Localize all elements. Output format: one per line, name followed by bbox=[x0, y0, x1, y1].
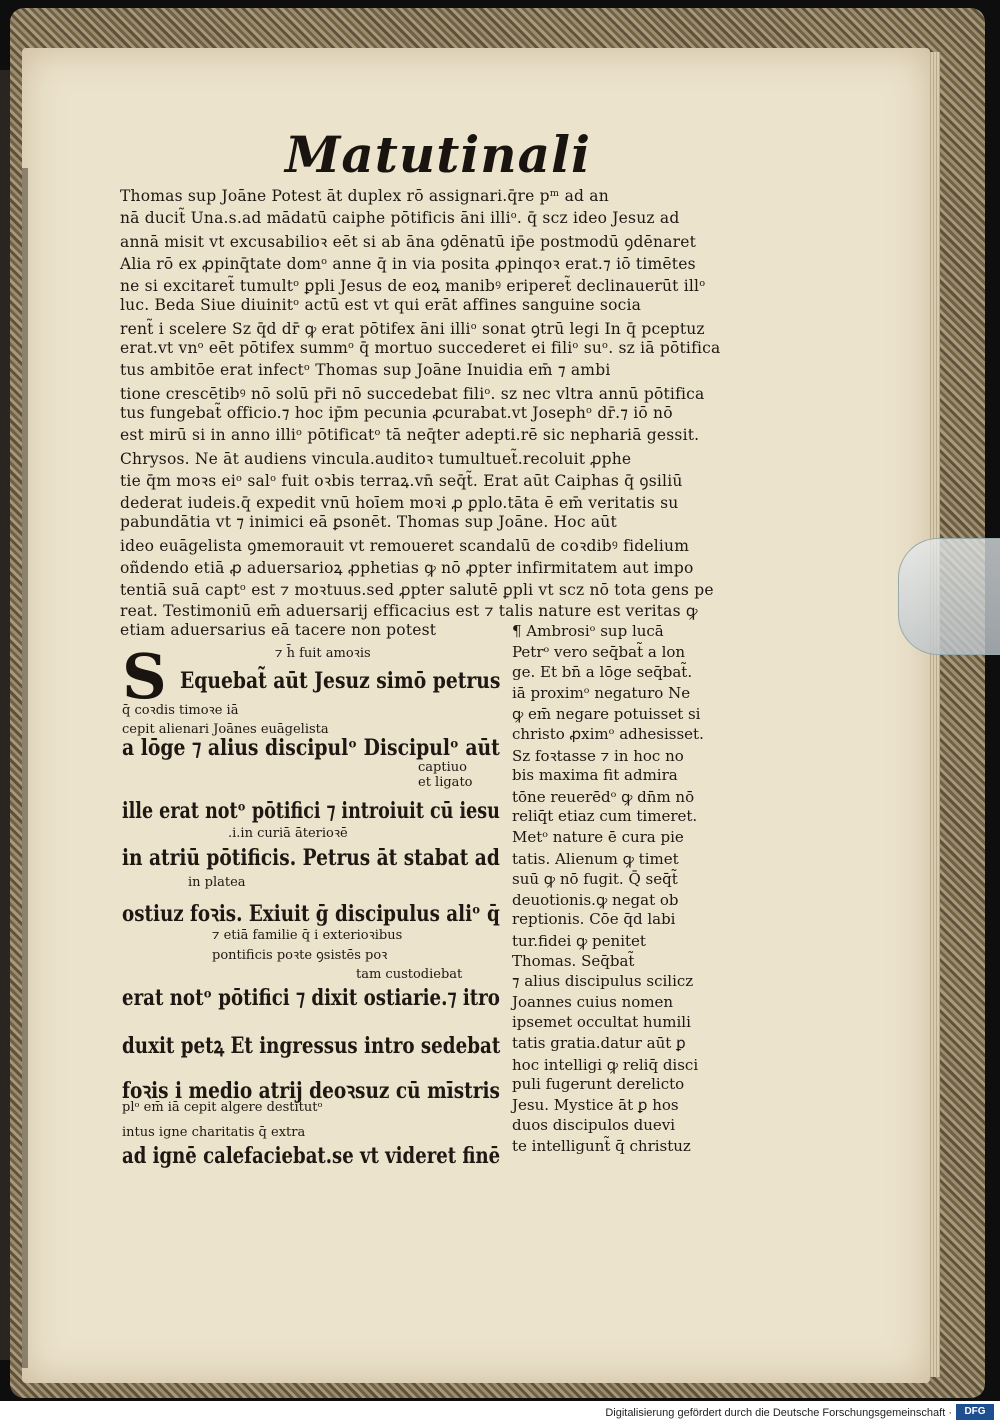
page-title: Matutinali bbox=[285, 125, 592, 184]
text-line: pabundātia vt ⁊ inimici eā ꝑsonēt. Thomas sup Joāne. Hoc aūt bbox=[120, 512, 617, 531]
commentary-line: suū ꝙ nō fugit. Q̄ seq̄t̃ bbox=[512, 870, 678, 889]
gloss-line: pontificis poꝛte ꝯsistēs poꝛ bbox=[212, 948, 388, 963]
commentary-line: hoc intelligi ꝙ reliq̄ disci bbox=[512, 1055, 699, 1074]
gloss-line: captiuo bbox=[418, 760, 467, 775]
main-passage-line: Equebat̃ aūt Jesuz simō petrus bbox=[180, 668, 501, 694]
commentary-line: Joannes cuius nomen bbox=[512, 992, 674, 1011]
gloss-line: in platea bbox=[188, 875, 246, 890]
text-line: tentiā suā captᵒ est ⁊ moꝛtuus.sed ꝓpter salutē ꝑpli vt scz nō tota gens pe bbox=[120, 580, 714, 599]
gloss-line: et ligato bbox=[418, 775, 473, 790]
commentary-line: Thomas. Seq̄bat̃ bbox=[512, 951, 635, 970]
gloss-line: tam custodiebat bbox=[356, 967, 463, 982]
commentary-line: Sz foꝛtasse ⁊ in hoc no bbox=[512, 746, 684, 765]
text-line: tus ambitōe erat infectᵒ Thomas sup Joāne Inuidia em̄ ⁊ ambi bbox=[120, 360, 611, 379]
main-passage-line: ostiuz foꝛis. Exiuit ḡ discipulus aliᵒ q̄ bbox=[122, 901, 500, 927]
commentary-line: ꝙ em̄ negare potuisset si bbox=[512, 705, 701, 724]
commentary-line: Jesu. Mystice āt ꝑ hos bbox=[512, 1095, 679, 1114]
commentary-line: tatis. Alienum ꝙ timet bbox=[512, 849, 679, 868]
text-line: reat. Testimoniū em̄ aduersarij efficacius est ⁊ talis nature est veritas ꝙ bbox=[120, 602, 698, 621]
main-passage-line: foꝛis i medio atrij deoꝛsuz cū mīstris bbox=[122, 1078, 500, 1104]
binding-shadow bbox=[22, 168, 28, 1368]
commentary-line: ipsemet occultat humili bbox=[512, 1013, 691, 1032]
text-line: tus fungebat̃ officio.⁊ hoc ip̄m pecunia ꝓcurabat.vt Josephᵒ dr̄.⁊ iō nō bbox=[120, 404, 673, 422]
main-passage-line: erat notᵒ pōtifici ⁊ dixit ostiarie.⁊ itro bbox=[122, 985, 500, 1011]
commentary-line: tur.fidei ꝙ penitet bbox=[512, 932, 646, 950]
text-line: luc. Beda Siue diuinitᵒ actū est vt qui erāt affines sanguine socia bbox=[120, 295, 642, 314]
gloss-line: intus igne charitatis q̄ extra bbox=[122, 1125, 306, 1140]
text-line: ne si excitaret̃ tumultᵒ ꝑpli Jesus de eoꝝ manibꝰ eriperet̃ declinauerūt illᵒ bbox=[120, 276, 706, 295]
gloss-line: plᵒ em̄ iā cepit algere destitutᵒ bbox=[122, 1100, 323, 1115]
commentary-line: duos discipulos duevi bbox=[512, 1116, 676, 1135]
left-book-edge bbox=[0, 70, 10, 1360]
commentary-line: ⁊ alius discipulus scilicz bbox=[512, 972, 694, 991]
footer-credit: Digitalisierung gefördert durch die Deutsche Forschungsgemeinschaft · bbox=[605, 1407, 952, 1419]
gloss-line: q̄ coꝛdis timoꝛe iā bbox=[122, 703, 239, 718]
commentary-line: deuotionis.ꝙ negat ob bbox=[512, 890, 679, 909]
gloss-line: ⁊ h̄ fuit amoꝛis bbox=[275, 646, 371, 661]
drop-initial: S bbox=[122, 640, 167, 713]
text-line: tie q̄m moꝛs eiᵒ salᵒ fuit oꝛbis terraꝝ.vn̄ seq̄t̃. Erat aūt Caiphas q̄ ꝯsiliū bbox=[120, 472, 683, 491]
gloss-line: ⁊ etiā familie q̄ i exterioꝛibus bbox=[212, 928, 403, 943]
text-line: etiam aduersarius eā tacere non potest bbox=[120, 621, 437, 639]
commentary-line: reliq̄t etiaz cum timeret. bbox=[512, 807, 698, 826]
text-line: ideo euāgelista ꝯmemorauit vt remoueret scandalū de coꝛdibꝰ fidelium bbox=[120, 537, 690, 556]
text-line: oñdendo etiā ꝓ aduersarioꝝ ꝓphetias ꝙ nō ꝓpter infirmitatem aut impo bbox=[120, 558, 694, 577]
commentary-line: reptionis. Cōe q̄d labi bbox=[512, 910, 676, 929]
main-passage-line: a lōge ⁊ alius discipulᵒ Discipulᵒ aūt bbox=[122, 735, 500, 761]
commentary-line: iā proximᵒ negaturo Ne bbox=[512, 683, 691, 702]
text-line: erat.vt vnᵒ eēt pōtifex summᵒ q̄ mortuo succederet ei filiᵒ suᵒ. sz iā pōtifica bbox=[120, 338, 721, 357]
text-line: tione crescētibꝰ nō solū pr̄i nō succedebat filiᵒ. sz nec vltra annū pōtifica bbox=[120, 385, 705, 404]
text-line: est mirū si in anno illiᵒ pōtificatᵒ tā neq̄ter adepti.rē sic nephariā gessit. bbox=[120, 425, 700, 444]
main-passage-line: in atriū pōtificis. Petrus āt stabat ad bbox=[122, 845, 500, 871]
text-line: nā ducit̃ Una.s.ad mādatū caiphe pōtificis āni illiᵒ. q̄ scz ideo Jesuz ad bbox=[120, 208, 680, 227]
commentary-line: puli fugerunt derelicto bbox=[512, 1075, 685, 1094]
text-line: Chrysos. Ne āt audiens vincula.auditoꝛ tumultuet̃.recoluit ꝓphe bbox=[120, 450, 632, 469]
commentary-line: ¶ Ambrosiᵒ sup lucā bbox=[512, 622, 664, 640]
commentary-line: christo ꝓximᵒ adhesisset. bbox=[512, 725, 704, 743]
commentary-line: Petrᵒ vero seq̄bat̃ a lon bbox=[512, 642, 686, 661]
commentary-line: bis maxima fit admira bbox=[512, 766, 678, 785]
text-line: Thomas sup Joāne Potest āt duplex rō assignari.q̄re pᵐ ad an bbox=[120, 187, 609, 205]
page-clip bbox=[898, 538, 1000, 655]
text-line: dederat iudeis.q̄ expedit vnū hoīem moꝛi ꝓ ꝑplo.tāta ē em̄ veritatis su bbox=[120, 493, 679, 512]
main-passage-line: ille erat notᵒ pōtifici ⁊ introiuit cū iesu bbox=[122, 798, 500, 824]
commentary-line: tatis gratia.datur aūt ꝑ bbox=[512, 1034, 686, 1052]
main-passage-line: ad ignē calefaciebat.se vt videret finē bbox=[122, 1143, 501, 1169]
commentary-line: Metᵒ nature ē cura pie bbox=[512, 828, 684, 846]
main-passage-line: duxit petꝝ Et ingressus intro sedebat bbox=[122, 1033, 501, 1059]
text-line: annā misit vt excusabilioꝛ eēt si ab āna ꝯdēnatū ip̄e postmodū ꝯdēnaret bbox=[120, 233, 697, 252]
commentary-line: te intelligunt̃ q̄ christuz bbox=[512, 1137, 691, 1155]
text-line: rent̃ i scelere Sz q̄d dr̄ ꝙ erat pōtifex āni illiᵒ sonat ꝯtrū legi In q̄ pceptuz bbox=[120, 320, 705, 339]
gloss-line: .i.in curiā āterioꝛē bbox=[228, 826, 348, 841]
commentary-line: ge. Et bn̄ a lōge seq̄bat̃. bbox=[512, 663, 693, 682]
dfg-logo: DFG bbox=[956, 1404, 994, 1420]
commentary-line: tōne reuerēdᵒ ꝙ dn̄m nō bbox=[512, 787, 695, 806]
text-line: Alia rō ex ꝓpinq̄tate domᵒ anne q̄ in via posita ꝓpinqoꝛ erat.⁊ iō timētes bbox=[120, 255, 696, 274]
gloss-line: cepit alienari Joānes euāgelista bbox=[122, 722, 329, 737]
